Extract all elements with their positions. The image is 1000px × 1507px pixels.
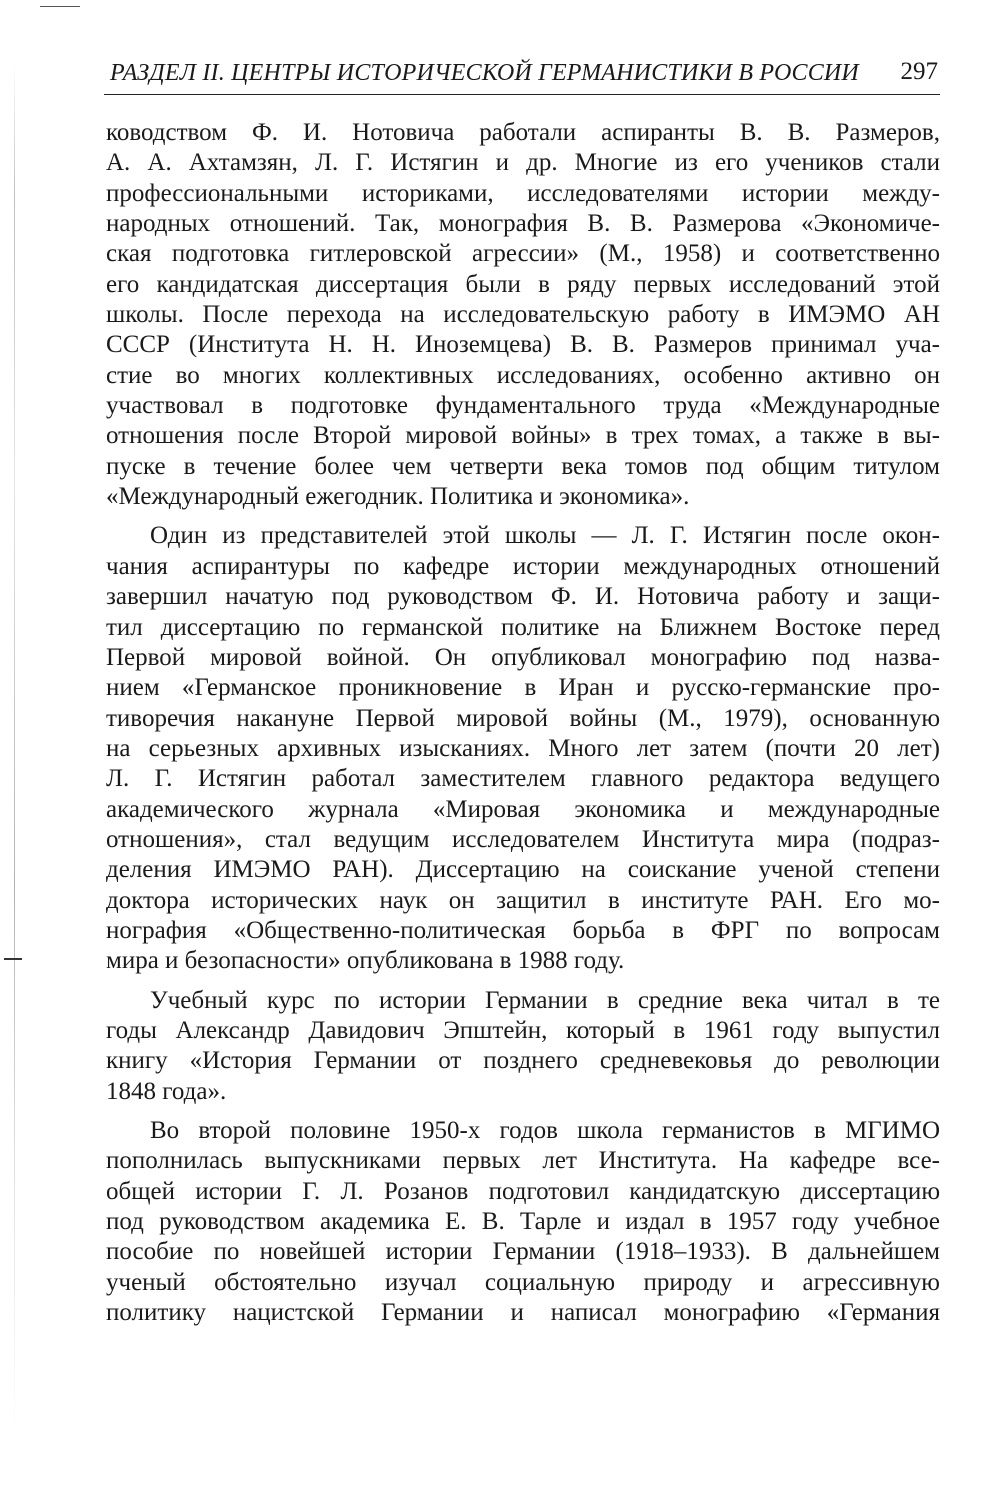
text-line: профессиональными историками, исследователями истории между- bbox=[106, 179, 940, 207]
text-line: ководством Ф. И. Нотовича работали аспиранты В. В. Размеров, bbox=[106, 119, 940, 146]
text-line: пополнилась выпускниками первых лет Института. На кафедре все- bbox=[106, 1147, 940, 1175]
text-line: нием «Германское проникновение в Иран и русско-германские про- bbox=[106, 674, 940, 702]
text-line: тил диссертацию по германской политике на Ближнем Востоке перед bbox=[106, 613, 940, 641]
text-line: СССР (Института Н. Н. Иноземцева) В. В. Размеров принимал уча- bbox=[106, 331, 940, 359]
text-line: его кандидатская диссертация были в ряду первых исследований этой bbox=[106, 270, 940, 298]
scan-artifact-rule bbox=[40, 6, 80, 7]
paragraph-gap bbox=[106, 977, 940, 986]
text-line: участвовал в подготовке фундаментального труда «Международные bbox=[106, 392, 940, 420]
text-line: академического журнала «Мировая экономика и международные bbox=[106, 795, 940, 823]
text-line: общей истории Г. Л. Розанов подготовил кандидатскую диссертацию bbox=[106, 1177, 940, 1205]
text-line: «Международный ежегодник. Политика и экономика». bbox=[106, 483, 690, 511]
text-line: мира и безопасности» опубликована в 1988 году. bbox=[106, 947, 625, 975]
paragraph bbox=[106, 118, 940, 512]
text-line: Один из представителей этой школы — Л. Г. Истягин после окон- bbox=[150, 522, 940, 550]
text-line: отношения после Второй мировой войны» в трех томах, а также в вы- bbox=[106, 422, 940, 450]
text-line: доктора исторических наук он защитил в институте РАН. Его мо- bbox=[106, 886, 940, 914]
page-number: 297 bbox=[900, 58, 938, 85]
text-line: пособие по новейшей истории Германии (1918–1933). В дальнейшем bbox=[106, 1238, 940, 1266]
text-line: политику нацистской Германии и написал монографию «Германия bbox=[106, 1299, 940, 1327]
text-line: народных отношений. Так, монография В. В. Размерова «Экономиче- bbox=[106, 210, 940, 238]
text-line: школы. После перехода на исследовательскую работу в ИМЭМО АН bbox=[106, 301, 940, 329]
text-line: чания аспирантуры по кафедре истории международных отношений bbox=[106, 552, 940, 580]
scan-binding-mark bbox=[4, 958, 22, 960]
text-line: А. А. Ахтамзян, Л. Г. Истягин и др. Многие из его учеников стали bbox=[106, 149, 940, 177]
scan-binding-shadow bbox=[14, 60, 15, 1440]
text-line: ская подготовка гитлеровской агрессии» (М., 1958) и соответственно bbox=[106, 240, 940, 268]
text-line: книгу «История Германии от позднего средневековья до революции bbox=[106, 1047, 940, 1075]
text-line: 1848 года». bbox=[106, 1077, 227, 1105]
text-line: пуске в течение более чем четверти века томов под общим титулом bbox=[106, 452, 940, 480]
text-line: на серьезных архивных изысканиях. Много лет затем (почти 20 лет) bbox=[106, 734, 940, 762]
text-line: Учебный курс по истории Германии в средние века читал в те bbox=[150, 986, 940, 1014]
paragraph-gap bbox=[106, 512, 940, 521]
text-line: нография «Общественно-политическая борьба в ФРГ по вопросам bbox=[106, 916, 940, 944]
text-line: Первой мировой войной. Он опубликовал монографию под назва- bbox=[106, 643, 940, 671]
text-line: Во второй половине 1950-х годов школа германистов в МГИМО bbox=[150, 1117, 940, 1144]
text-line: стие во многих коллективных исследованиях, особенно активно он bbox=[106, 361, 940, 389]
text-line: отношения», стал ведущим исследователем Института мира (подраз- bbox=[106, 825, 940, 853]
running-header bbox=[104, 58, 940, 95]
text-line: под руководством академика Е. В. Тарле и издал в 1957 году учебное bbox=[106, 1208, 940, 1236]
text-line: завершил начатую под руководством Ф. И. Нотовича работу и защи- bbox=[106, 583, 940, 611]
body-text bbox=[106, 118, 940, 1328]
text-line: тиворечия накануне Первой мировой войны (М., 1979), основанную bbox=[106, 704, 940, 732]
paragraph bbox=[106, 986, 940, 1107]
paragraph bbox=[106, 521, 940, 976]
paragraph-gap bbox=[106, 1107, 940, 1116]
running-header-title: РАЗДЕЛ II. ЦЕНТРЫ ИСТОРИЧЕСКОЙ ГЕРМАНИСТИКИ В РОССИИ bbox=[110, 60, 859, 86]
text-line: деления ИМЭМО РАН). Диссертацию на соискание ученой степени bbox=[106, 856, 940, 884]
text-line: годы Александр Давидович Эпштейн, который в 1961 году выпустил bbox=[106, 1016, 940, 1044]
text-line: ученый обстоятельно изучал социальную природу и агрессивную bbox=[106, 1268, 940, 1296]
text-line: Л. Г. Истягин работал заместителем главного редактора ведущего bbox=[106, 765, 940, 793]
paragraph bbox=[106, 1116, 940, 1328]
